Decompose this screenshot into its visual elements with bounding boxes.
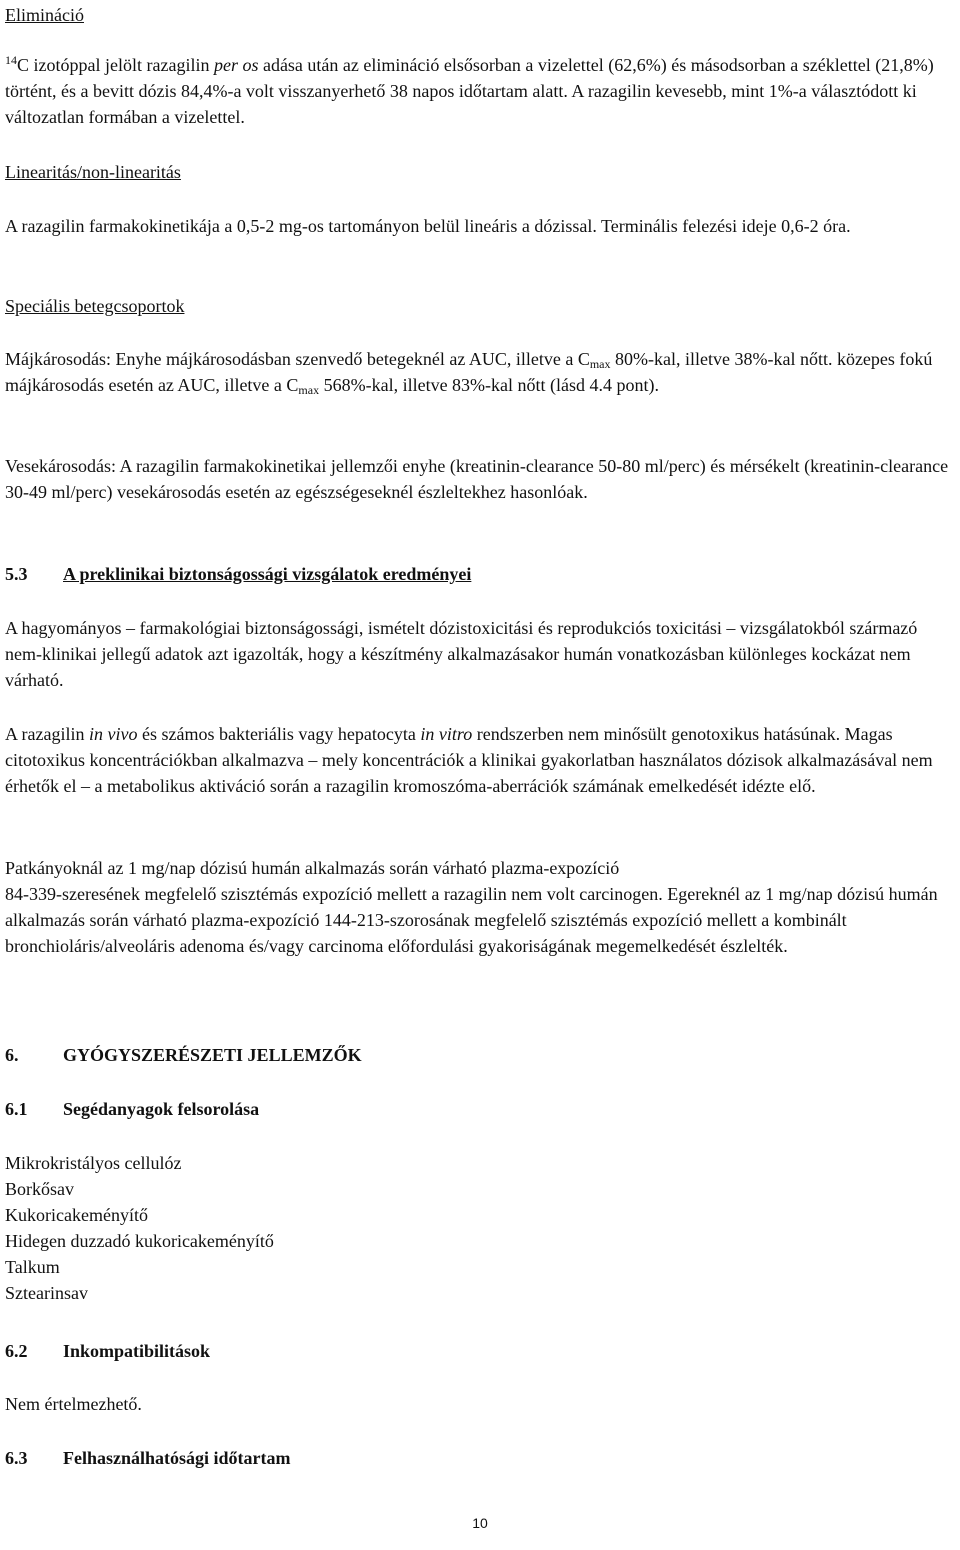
preclinical-paragraph-3: Patkányoknál az 1 mg/nap dózisú humán alkalmazás során várható plazma-expozíció 84-339-szeresének megfelelő szisztémás expozíció mellett a razagilin nem volt carcinogen. Egereknél az 1 mg/nap dózisú humán alkalmazás során várható plazma-expozíció 144-213-szorosának megfelelő szisztémás expozíció mellett a kombinált bronchioláris/alveoláris adenoma és/vagy carcinoma előfordulási gyakoriságának megemelkedését észlelték.: [5, 858, 938, 956]
section-6-1-heading: 6.1 Segédanyagok felsorolása: [5, 1099, 260, 1119]
list-item: Hidegen duzzadó kukoricakeményítő: [5, 1231, 274, 1251]
linearity-heading: Linearitás/non-linearitás: [5, 162, 181, 182]
isotope-superscript: 14: [5, 53, 17, 67]
section-6-heading: 6. GYÓGYSZERÉSZETI JELLEMZŐK: [5, 1045, 362, 1065]
list-item: Mikrokristályos cellulóz: [5, 1153, 182, 1173]
section-6-3-heading: 6.3 Felhasználhatósági időtartam: [5, 1448, 291, 1468]
list-item: Talkum: [5, 1257, 60, 1277]
elimination-heading: Elimináció: [5, 5, 84, 25]
special-populations-heading: Speciális betegcsoportok: [5, 296, 185, 316]
section-number: 5.3: [5, 564, 28, 584]
list-item: Borkősav: [5, 1179, 74, 1199]
section-6-2-heading: 6.2 Inkompatibilitások: [5, 1341, 211, 1361]
section-title: A preklinikai biztonságossági vizsgálatok eredményei: [63, 564, 472, 584]
liver-impairment-paragraph: Májkárosodás: Enyhe májkárosodásban szenvedő betegeknél az AUC, illetve a $C_{max}$ 80%-kal, illetve 38%-kal nőtt. közepes fokú májkárosodás esetén az AUC, illetve a $C_{max}$ 568%-kal, illetve 83%-kal nőtt (lásd 4.4 pont).: [5, 349, 933, 397]
preclinical-paragraph-1: A hagyományos – farmakológiai biztonságossági, ismételt dózistoxicitási és reprodukciós toxicitási – vizsgálatokból származó nem-klinikai jellegű adatok azt igazolták, hogy a készítmény alkalmazásakor humán vonatkozásban különleges kockázat nem várható.: [5, 618, 918, 690]
page-number: 10: [472, 1515, 488, 1531]
section-5-3-heading: [5, 561, 471, 587]
incompatibility-text: Nem értelmezhető.: [5, 1394, 142, 1414]
list-item: Kukoricakeményítő: [5, 1205, 148, 1225]
kidney-impairment-paragraph: Vesekárosodás: A razagilin farmakokinetikai jellemzői enyhe (kreatinin-clearance 50-80 ml/perc) és mérsékelt (kreatinin-clearance 30-49 ml/perc) vesekárosodás esetén az egészségeseknél észleltekhez hasonlóak.: [5, 456, 949, 502]
linearity-paragraph: A razagilin farmakokinetikája a 0,5-2 mg-os tartományon belül lineáris a dózissal. Terminális felezési ideje 0,6-2 óra.: [5, 216, 851, 236]
list-item: Sztearinsav: [5, 1283, 88, 1303]
excipient-list: [5, 1150, 274, 1306]
preclinical-paragraph-2: A razagilin in vivo és számos bakteriális vagy hepatocyta in vitro rendszerben nem minősült genotoxikus hatásúnak. Magas citotoxikus koncentrációkban alkalmazva – mely koncentrációk a klinikai gyakorlatban használatos dózisok alkalmazásával nem érhetők el – a metabolikus aktiváció során a razagilin kromoszóma-aberrációk számának emelkedését idézte elő.: [5, 724, 933, 796]
elimination-paragraph: $^{14}$C izotóppal jelölt razagilin per os adása után az elimináció elsősorban a vizelettel (62,6%) és másodsorban a széklettel (21,8%) történt, és a bevitt dózis 84,4%-a volt visszanyerhető 38 napos időtartam alatt. A razagilin kevesebb, mint 1%-a választódott ki változatlan formában a vizelettel.: [5, 53, 934, 127]
